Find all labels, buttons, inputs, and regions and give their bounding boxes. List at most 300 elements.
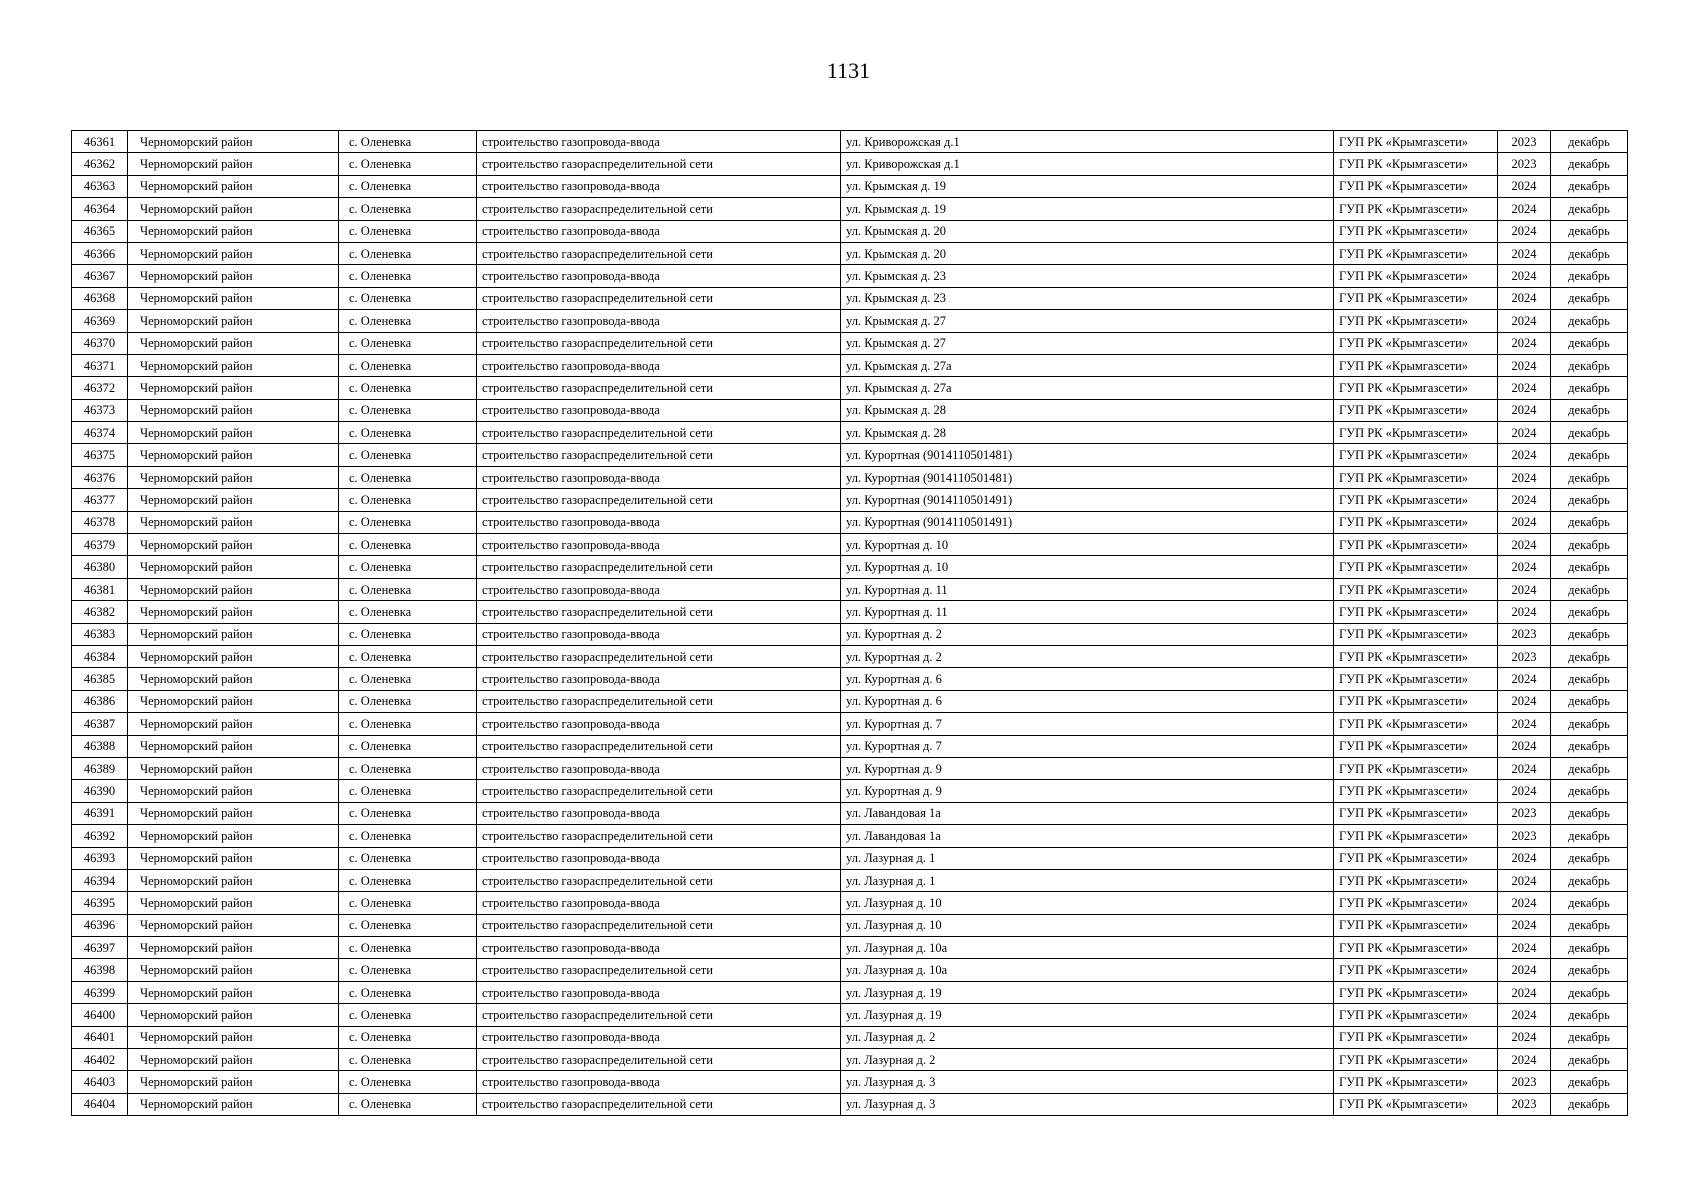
address-cell: ул. Крымская д. 27 <box>841 310 1334 332</box>
district-cell: Черноморский район <box>128 422 339 444</box>
village-cell: с. Оленевка <box>339 847 477 869</box>
village-cell: с. Оленевка <box>339 1093 477 1115</box>
row-number-cell: 46385 <box>72 668 128 690</box>
district-cell: Черноморский район <box>128 1026 339 1048</box>
table-row <box>72 1071 1628 1093</box>
village-cell: с. Оленевка <box>339 578 477 600</box>
district-cell: Черноморский район <box>128 869 339 891</box>
district-cell: Черноморский район <box>128 959 339 981</box>
year-cell: 2024 <box>1498 690 1551 712</box>
organization-cell: ГУП РК «Крымгазсети» <box>1334 735 1498 757</box>
table-row <box>72 287 1628 309</box>
row-number-cell: 46376 <box>72 466 128 488</box>
organization-cell: ГУП РК «Крымгазсети» <box>1334 466 1498 488</box>
table-row <box>72 377 1628 399</box>
work-type-cell: строительство газопровода-ввода <box>477 220 841 242</box>
table-row <box>72 265 1628 287</box>
month-cell: декабрь <box>1551 914 1628 936</box>
village-cell: с. Оленевка <box>339 735 477 757</box>
work-type-cell: строительство газораспределительной сети <box>477 1093 841 1115</box>
year-cell: 2024 <box>1498 511 1551 533</box>
page-number: 1131 <box>826 58 871 83</box>
village-cell: с. Оленевка <box>339 601 477 623</box>
work-type-cell: строительство газораспределительной сети <box>477 422 841 444</box>
address-cell: ул. Крымская д. 28 <box>841 422 1334 444</box>
district-cell: Черноморский район <box>128 198 339 220</box>
address-cell: ул. Лавандовая 1а <box>841 802 1334 824</box>
district-cell: Черноморский район <box>128 981 339 1003</box>
address-cell: ул. Лазурная д. 1 <box>841 869 1334 891</box>
work-type-cell: строительство газораспределительной сети <box>477 914 841 936</box>
row-number-cell: 46391 <box>72 802 128 824</box>
organization-cell: ГУП РК «Крымгазсети» <box>1334 175 1498 197</box>
year-cell: 2023 <box>1498 1071 1551 1093</box>
address-cell: ул. Курортная (9014110501491) <box>841 511 1334 533</box>
district-cell: Черноморский район <box>128 623 339 645</box>
village-cell: с. Оленевка <box>339 198 477 220</box>
year-cell: 2024 <box>1498 422 1551 444</box>
year-cell: 2024 <box>1498 399 1551 421</box>
year-cell: 2024 <box>1498 265 1551 287</box>
district-cell: Черноморский район <box>128 1049 339 1071</box>
month-cell: декабрь <box>1551 198 1628 220</box>
year-cell: 2024 <box>1498 287 1551 309</box>
village-cell: с. Оленевка <box>339 175 477 197</box>
month-cell: декабрь <box>1551 847 1628 869</box>
table-row <box>72 981 1628 1003</box>
table-row <box>72 601 1628 623</box>
address-cell: ул. Лазурная д. 10а <box>841 959 1334 981</box>
row-number-cell: 46402 <box>72 1049 128 1071</box>
table-row <box>72 847 1628 869</box>
table-row <box>72 332 1628 354</box>
month-cell: декабрь <box>1551 645 1628 667</box>
village-cell: с. Оленевка <box>339 1004 477 1026</box>
row-number-cell: 46387 <box>72 713 128 735</box>
table-row <box>72 869 1628 891</box>
month-cell: декабрь <box>1551 757 1628 779</box>
work-type-cell: строительство газопровода-ввода <box>477 847 841 869</box>
year-cell: 2023 <box>1498 802 1551 824</box>
month-cell: декабрь <box>1551 444 1628 466</box>
row-number-cell: 46400 <box>72 1004 128 1026</box>
work-type-cell: строительство газораспределительной сети <box>477 690 841 712</box>
village-cell: с. Оленевка <box>339 757 477 779</box>
district-cell: Черноморский район <box>128 601 339 623</box>
work-type-cell: строительство газопровода-ввода <box>477 1071 841 1093</box>
table-row <box>72 645 1628 667</box>
district-cell: Черноморский район <box>128 690 339 712</box>
month-cell: декабрь <box>1551 713 1628 735</box>
address-cell: ул. Лазурная д. 10а <box>841 937 1334 959</box>
table-row <box>72 489 1628 511</box>
row-number-cell: 46392 <box>72 825 128 847</box>
work-type-cell: строительство газопровода-ввода <box>477 802 841 824</box>
year-cell: 2024 <box>1498 937 1551 959</box>
address-cell: ул. Курортная (9014110501491) <box>841 489 1334 511</box>
village-cell: с. Оленевка <box>339 466 477 488</box>
table-row <box>72 937 1628 959</box>
year-cell: 2024 <box>1498 959 1551 981</box>
work-type-cell: строительство газопровода-ввода <box>477 668 841 690</box>
district-cell: Черноморский район <box>128 153 339 175</box>
table-row <box>72 153 1628 175</box>
village-cell: с. Оленевка <box>339 645 477 667</box>
work-type-cell: строительство газораспределительной сети <box>477 287 841 309</box>
work-type-cell: строительство газопровода-ввода <box>477 175 841 197</box>
organization-cell: ГУП РК «Крымгазсети» <box>1334 959 1498 981</box>
year-cell: 2024 <box>1498 175 1551 197</box>
row-number-cell: 46368 <box>72 287 128 309</box>
row-number-cell: 46377 <box>72 489 128 511</box>
year-cell: 2024 <box>1498 780 1551 802</box>
organization-cell: ГУП РК «Крымгазсети» <box>1334 1071 1498 1093</box>
table-row <box>72 511 1628 533</box>
year-cell: 2024 <box>1498 220 1551 242</box>
year-cell: 2024 <box>1498 444 1551 466</box>
month-cell: декабрь <box>1551 892 1628 914</box>
address-cell: ул. Крымская д. 23 <box>841 287 1334 309</box>
district-cell: Черноморский район <box>128 131 339 153</box>
table-row <box>72 1049 1628 1071</box>
address-cell: ул. Крымская д. 27 <box>841 332 1334 354</box>
village-cell: с. Оленевка <box>339 914 477 936</box>
month-cell: декабрь <box>1551 220 1628 242</box>
work-type-cell: строительство газопровода-ввода <box>477 466 841 488</box>
village-cell: с. Оленевка <box>339 220 477 242</box>
year-cell: 2024 <box>1498 1026 1551 1048</box>
year-cell: 2024 <box>1498 466 1551 488</box>
year-cell: 2024 <box>1498 914 1551 936</box>
row-number-cell: 46364 <box>72 198 128 220</box>
work-type-cell: строительство газораспределительной сети <box>477 735 841 757</box>
year-cell: 2024 <box>1498 668 1551 690</box>
gas-works-table <box>71 130 1628 1116</box>
village-cell: с. Оленевка <box>339 310 477 332</box>
village-cell: с. Оленевка <box>339 153 477 175</box>
table-row <box>72 825 1628 847</box>
address-cell: ул. Курортная д. 10 <box>841 556 1334 578</box>
month-cell: декабрь <box>1551 981 1628 1003</box>
year-cell: 2024 <box>1498 869 1551 891</box>
district-cell: Черноморский район <box>128 242 339 264</box>
work-type-cell: строительство газопровода-ввода <box>477 578 841 600</box>
month-cell: декабрь <box>1551 175 1628 197</box>
work-type-cell: строительство газораспределительной сети <box>477 242 841 264</box>
district-cell: Черноморский район <box>128 802 339 824</box>
village-cell: с. Оленевка <box>339 489 477 511</box>
village-cell: с. Оленевка <box>339 444 477 466</box>
address-cell: ул. Курортная д. 6 <box>841 690 1334 712</box>
address-cell: ул. Крымская д. 27а <box>841 354 1334 376</box>
year-cell: 2024 <box>1498 377 1551 399</box>
work-type-cell: строительство газопровода-ввода <box>477 534 841 556</box>
month-cell: декабрь <box>1551 1093 1628 1115</box>
work-type-cell: строительство газораспределительной сети <box>477 780 841 802</box>
row-number-cell: 46395 <box>72 892 128 914</box>
village-cell: с. Оленевка <box>339 780 477 802</box>
village-cell: с. Оленевка <box>339 511 477 533</box>
village-cell: с. Оленевка <box>339 422 477 444</box>
district-cell: Черноморский район <box>128 937 339 959</box>
address-cell: ул. Курортная д. 6 <box>841 668 1334 690</box>
row-number-cell: 46382 <box>72 601 128 623</box>
month-cell: декабрь <box>1551 780 1628 802</box>
organization-cell: ГУП РК «Крымгазсети» <box>1334 578 1498 600</box>
month-cell: декабрь <box>1551 578 1628 600</box>
district-cell: Черноморский район <box>128 847 339 869</box>
month-cell: декабрь <box>1551 959 1628 981</box>
table-row <box>72 802 1628 824</box>
year-cell: 2024 <box>1498 713 1551 735</box>
district-cell: Черноморский район <box>128 735 339 757</box>
district-cell: Черноморский район <box>128 1071 339 1093</box>
address-cell: ул. Крымская д. 28 <box>841 399 1334 421</box>
village-cell: с. Оленевка <box>339 287 477 309</box>
row-number-cell: 46371 <box>72 354 128 376</box>
month-cell: декабрь <box>1551 354 1628 376</box>
organization-cell: ГУП РК «Крымгазсети» <box>1334 623 1498 645</box>
table-row <box>72 354 1628 376</box>
work-type-cell: строительство газопровода-ввода <box>477 623 841 645</box>
row-number-cell: 46389 <box>72 757 128 779</box>
organization-cell: ГУП РК «Крымгазсети» <box>1334 265 1498 287</box>
row-number-cell: 46372 <box>72 377 128 399</box>
organization-cell: ГУП РК «Крымгазсети» <box>1334 444 1498 466</box>
district-cell: Черноморский район <box>128 780 339 802</box>
work-type-cell: строительство газораспределительной сети <box>477 869 841 891</box>
month-cell: декабрь <box>1551 489 1628 511</box>
year-cell: 2024 <box>1498 242 1551 264</box>
village-cell: с. Оленевка <box>339 959 477 981</box>
village-cell: с. Оленевка <box>339 713 477 735</box>
month-cell: декабрь <box>1551 623 1628 645</box>
row-number-cell: 46374 <box>72 422 128 444</box>
organization-cell: ГУП РК «Крымгазсети» <box>1334 377 1498 399</box>
year-cell: 2024 <box>1498 892 1551 914</box>
month-cell: декабрь <box>1551 287 1628 309</box>
organization-cell: ГУП РК «Крымгазсети» <box>1334 780 1498 802</box>
village-cell: с. Оленевка <box>339 1049 477 1071</box>
address-cell: ул. Курортная (9014110501481) <box>841 466 1334 488</box>
row-number-cell: 46361 <box>72 131 128 153</box>
organization-cell: ГУП РК «Крымгазсети» <box>1334 690 1498 712</box>
row-number-cell: 46379 <box>72 534 128 556</box>
row-number-cell: 46367 <box>72 265 128 287</box>
table-row <box>72 735 1628 757</box>
month-cell: декабрь <box>1551 869 1628 891</box>
row-number-cell: 46390 <box>72 780 128 802</box>
table-row <box>72 690 1628 712</box>
year-cell: 2024 <box>1498 1049 1551 1071</box>
table-row <box>72 1093 1628 1115</box>
organization-cell: ГУП РК «Крымгазсети» <box>1334 981 1498 1003</box>
address-cell: ул. Лазурная д. 10 <box>841 914 1334 936</box>
address-cell: ул. Курортная д. 11 <box>841 578 1334 600</box>
row-number-cell: 46403 <box>72 1071 128 1093</box>
table-row <box>72 892 1628 914</box>
address-cell: ул. Крымская д. 23 <box>841 265 1334 287</box>
organization-cell: ГУП РК «Крымгазсети» <box>1334 713 1498 735</box>
organization-cell: ГУП РК «Крымгазсети» <box>1334 534 1498 556</box>
row-number-cell: 46393 <box>72 847 128 869</box>
organization-cell: ГУП РК «Крымгазсети» <box>1334 757 1498 779</box>
organization-cell: ГУП РК «Крымгазсети» <box>1334 645 1498 667</box>
row-number-cell: 46386 <box>72 690 128 712</box>
table-row <box>72 623 1628 645</box>
row-number-cell: 46365 <box>72 220 128 242</box>
address-cell: ул. Лазурная д. 3 <box>841 1071 1334 1093</box>
work-type-cell: строительство газопровода-ввода <box>477 310 841 332</box>
district-cell: Черноморский район <box>128 399 339 421</box>
address-cell: ул. Крымская д. 19 <box>841 175 1334 197</box>
year-cell: 2024 <box>1498 310 1551 332</box>
address-cell: ул. Курортная (9014110501481) <box>841 444 1334 466</box>
district-cell: Черноморский район <box>128 668 339 690</box>
address-cell: ул. Курортная д. 7 <box>841 713 1334 735</box>
year-cell: 2023 <box>1498 825 1551 847</box>
table-row <box>72 399 1628 421</box>
work-type-cell: строительство газопровода-ввода <box>477 265 841 287</box>
row-number-cell: 46399 <box>72 981 128 1003</box>
work-type-cell: строительство газопровода-ввода <box>477 892 841 914</box>
address-cell: ул. Лазурная д. 19 <box>841 981 1334 1003</box>
organization-cell: ГУП РК «Крымгазсети» <box>1334 511 1498 533</box>
address-cell: ул. Криворожская д.1 <box>841 153 1334 175</box>
village-cell: с. Оленевка <box>339 981 477 1003</box>
address-cell: ул. Курортная д. 2 <box>841 645 1334 667</box>
district-cell: Черноморский район <box>128 757 339 779</box>
village-cell: с. Оленевка <box>339 802 477 824</box>
row-number-cell: 46388 <box>72 735 128 757</box>
month-cell: декабрь <box>1551 242 1628 264</box>
organization-cell: ГУП РК «Крымгазсети» <box>1334 287 1498 309</box>
organization-cell: ГУП РК «Крымгазсети» <box>1334 399 1498 421</box>
year-cell: 2024 <box>1498 1004 1551 1026</box>
row-number-cell: 46397 <box>72 937 128 959</box>
address-cell: ул. Курортная д. 10 <box>841 534 1334 556</box>
district-cell: Черноморский район <box>128 578 339 600</box>
table-row <box>72 175 1628 197</box>
year-cell: 2024 <box>1498 534 1551 556</box>
work-type-cell: строительство газораспределительной сети <box>477 198 841 220</box>
village-cell: с. Оленевка <box>339 242 477 264</box>
district-cell: Черноморский район <box>128 377 339 399</box>
month-cell: декабрь <box>1551 377 1628 399</box>
year-cell: 2023 <box>1498 645 1551 667</box>
address-cell: ул. Лавандовая 1а <box>841 825 1334 847</box>
year-cell: 2024 <box>1498 332 1551 354</box>
table-row <box>72 757 1628 779</box>
organization-cell: ГУП РК «Крымгазсети» <box>1334 198 1498 220</box>
year-cell: 2024 <box>1498 198 1551 220</box>
organization-cell: ГУП РК «Крымгазсети» <box>1334 242 1498 264</box>
village-cell: с. Оленевка <box>339 534 477 556</box>
organization-cell: ГУП РК «Крымгазсети» <box>1334 131 1498 153</box>
work-type-cell: строительство газопровода-ввода <box>477 399 841 421</box>
organization-cell: ГУП РК «Крымгазсети» <box>1334 489 1498 511</box>
year-cell: 2024 <box>1498 489 1551 511</box>
year-cell: 2024 <box>1498 556 1551 578</box>
row-number-cell: 46398 <box>72 959 128 981</box>
month-cell: декабрь <box>1551 1049 1628 1071</box>
month-cell: декабрь <box>1551 825 1628 847</box>
month-cell: декабрь <box>1551 1026 1628 1048</box>
month-cell: декабрь <box>1551 332 1628 354</box>
row-number-cell: 46366 <box>72 242 128 264</box>
district-cell: Черноморский район <box>128 534 339 556</box>
month-cell: декабрь <box>1551 466 1628 488</box>
table-row <box>72 242 1628 264</box>
table-row <box>72 1026 1628 1048</box>
table-row <box>72 1004 1628 1026</box>
address-cell: ул. Крымская д. 27а <box>841 377 1334 399</box>
address-cell: ул. Крымская д. 19 <box>841 198 1334 220</box>
work-type-cell: строительство газораспределительной сети <box>477 1004 841 1026</box>
village-cell: с. Оленевка <box>339 690 477 712</box>
organization-cell: ГУП РК «Крымгазсети» <box>1334 937 1498 959</box>
district-cell: Черноморский район <box>128 713 339 735</box>
village-cell: с. Оленевка <box>339 623 477 645</box>
organization-cell: ГУП РК «Крымгазсети» <box>1334 332 1498 354</box>
district-cell: Черноморский район <box>128 511 339 533</box>
organization-cell: ГУП РК «Крымгазсети» <box>1334 153 1498 175</box>
table-row <box>72 466 1628 488</box>
address-cell: ул. Курортная д. 9 <box>841 757 1334 779</box>
district-cell: Черноморский район <box>128 265 339 287</box>
month-cell: декабрь <box>1551 131 1628 153</box>
month-cell: декабрь <box>1551 802 1628 824</box>
address-cell: ул. Курортная д. 2 <box>841 623 1334 645</box>
address-cell: ул. Лазурная д. 10 <box>841 892 1334 914</box>
month-cell: декабрь <box>1551 534 1628 556</box>
work-type-cell: строительство газораспределительной сети <box>477 332 841 354</box>
work-type-cell: строительство газораспределительной сети <box>477 645 841 667</box>
table-row <box>72 310 1628 332</box>
month-cell: декабрь <box>1551 1004 1628 1026</box>
row-number-cell: 46394 <box>72 869 128 891</box>
district-cell: Черноморский район <box>128 287 339 309</box>
organization-cell: ГУП РК «Крымгазсети» <box>1334 892 1498 914</box>
district-cell: Черноморский район <box>128 332 339 354</box>
row-number-cell: 46383 <box>72 623 128 645</box>
work-type-cell: строительство газопровода-ввода <box>477 511 841 533</box>
work-type-cell: строительство газораспределительной сети <box>477 959 841 981</box>
table-row <box>72 578 1628 600</box>
row-number-cell: 46369 <box>72 310 128 332</box>
district-cell: Черноморский район <box>128 556 339 578</box>
month-cell: декабрь <box>1551 668 1628 690</box>
year-cell: 2024 <box>1498 757 1551 779</box>
year-cell: 2023 <box>1498 1093 1551 1115</box>
organization-cell: ГУП РК «Крымгазсети» <box>1334 310 1498 332</box>
organization-cell: ГУП РК «Крымгазсети» <box>1334 422 1498 444</box>
organization-cell: ГУП РК «Крымгазсети» <box>1334 1049 1498 1071</box>
month-cell: декабрь <box>1551 556 1628 578</box>
month-cell: декабрь <box>1551 511 1628 533</box>
organization-cell: ГУП РК «Крымгазсети» <box>1334 869 1498 891</box>
work-type-cell: строительство газопровода-ввода <box>477 981 841 1003</box>
organization-cell: ГУП РК «Крымгазсети» <box>1334 354 1498 376</box>
organization-cell: ГУП РК «Крымгазсети» <box>1334 668 1498 690</box>
table-row <box>72 914 1628 936</box>
year-cell: 2024 <box>1498 601 1551 623</box>
work-type-cell: строительство газопровода-ввода <box>477 354 841 376</box>
organization-cell: ГУП РК «Крымгазсети» <box>1334 556 1498 578</box>
work-type-cell: строительство газопровода-ввода <box>477 1026 841 1048</box>
month-cell: декабрь <box>1551 937 1628 959</box>
organization-cell: ГУП РК «Крымгазсети» <box>1334 825 1498 847</box>
